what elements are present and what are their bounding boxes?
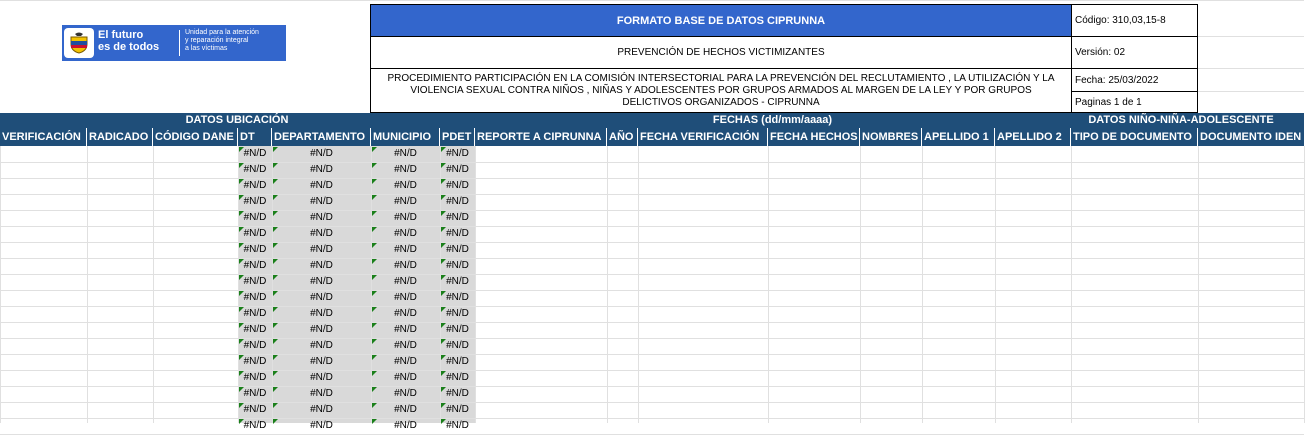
section-header-row	[0, 113, 1304, 128]
error-indicator-icon[interactable]	[372, 371, 377, 376]
cell-formula-error[interactable]: #N/D	[446, 420, 469, 431]
error-indicator-icon[interactable]	[372, 355, 377, 360]
cell-formula-error[interactable]: #N/D	[446, 260, 469, 271]
error-indicator-icon[interactable]	[441, 227, 446, 232]
error-indicator-icon[interactable]	[372, 323, 377, 328]
cell-formula-error[interactable]: #N/D	[394, 244, 417, 255]
error-indicator-icon[interactable]	[441, 243, 446, 248]
cell-formula-error[interactable]: #N/D	[243, 340, 267, 351]
cell-formula-error[interactable]: #N/D	[446, 292, 469, 303]
col-header-fecha-verificacion[interactable]: FECHA VERIFICACIÓN	[638, 128, 768, 146]
error-indicator-icon[interactable]	[239, 371, 244, 376]
cell-formula-error[interactable]: #N/D	[394, 228, 417, 239]
error-indicator-icon[interactable]	[372, 147, 377, 152]
gridline	[768, 146, 769, 423]
gridline	[0, 322, 1304, 323]
error-indicator-icon[interactable]	[273, 323, 278, 328]
col-header-codigo-dane[interactable]: CÓDIGO DANE	[153, 128, 238, 146]
error-indicator-icon[interactable]	[372, 419, 377, 424]
cell-formula-error[interactable]: #N/D	[310, 340, 333, 351]
cell-formula-error[interactable]: #N/D	[243, 324, 267, 335]
cell-formula-error[interactable]: #N/D	[394, 180, 417, 191]
cell-formula-error[interactable]: #N/D	[310, 196, 333, 207]
cell-formula-error[interactable]: #N/D	[310, 324, 333, 335]
gridline	[607, 146, 608, 423]
cell-formula-error[interactable]: #N/D	[310, 260, 333, 271]
cell-formula-error[interactable]: #N/D	[310, 356, 333, 367]
cell-formula-error[interactable]: #N/D	[446, 212, 469, 223]
cell-formula-error[interactable]: #N/D	[310, 212, 333, 223]
cell-formula-error[interactable]: #N/D	[446, 340, 469, 351]
column-header-row	[0, 128, 1304, 146]
gridline	[0, 194, 1304, 195]
cell-formula-error[interactable]: #N/D	[394, 324, 417, 335]
error-indicator-icon[interactable]	[239, 243, 244, 248]
error-indicator-icon[interactable]	[273, 339, 278, 344]
gridline	[0, 162, 1304, 163]
version-cell[interactable]: Versión: 02	[1071, 36, 1198, 69]
cell-formula-error[interactable]: #N/D	[394, 148, 417, 159]
error-indicator-icon[interactable]	[239, 307, 244, 312]
logo-sub-line1: Unidad para la atención	[185, 29, 259, 36]
cell-formula-error[interactable]: #N/D	[446, 372, 469, 383]
col-header-apellido-1[interactable]: APELLIDO 1	[922, 128, 995, 146]
cell-formula-error[interactable]: #N/D	[446, 228, 469, 239]
error-indicator-icon[interactable]	[273, 275, 278, 280]
error-indicator-icon[interactable]	[372, 307, 377, 312]
error-indicator-icon[interactable]	[239, 355, 244, 360]
error-indicator-icon[interactable]	[239, 387, 244, 392]
error-indicator-icon[interactable]	[273, 371, 278, 376]
col-header-reporte-ciprunna[interactable]: REPORTE A CIPRUNNA	[475, 128, 607, 146]
error-indicator-icon[interactable]	[273, 211, 278, 216]
gridline	[1071, 146, 1072, 423]
error-indicator-icon[interactable]	[441, 195, 446, 200]
colombia-coat-of-arms-icon	[64, 28, 94, 58]
error-indicator-icon[interactable]	[239, 163, 244, 168]
error-indicator-icon[interactable]	[441, 211, 446, 216]
error-indicator-icon[interactable]	[239, 195, 244, 200]
error-indicator-icon[interactable]	[372, 163, 377, 168]
logo-sub-text	[185, 29, 285, 53]
logo-sub-line3: a las víctimas	[185, 45, 228, 52]
error-indicator-icon[interactable]	[273, 387, 278, 392]
error-indicator-icon[interactable]	[273, 147, 278, 152]
error-indicator-icon[interactable]	[239, 339, 244, 344]
gridline	[860, 146, 861, 423]
gridline	[0, 210, 1304, 211]
cell-formula-error[interactable]: #N/D	[310, 404, 333, 415]
col-header-fecha-hechos[interactable]: FECHA HECHOS	[768, 128, 860, 146]
error-indicator-icon[interactable]	[239, 403, 244, 408]
error-indicator-icon[interactable]	[372, 179, 377, 184]
gridline	[0, 226, 1304, 227]
col-header-pdet[interactable]: PDET	[440, 128, 475, 146]
unidad-victimas-logo	[62, 25, 286, 61]
col-header-apellido-2[interactable]: APELLIDO 2	[995, 128, 1071, 146]
gridline	[0, 290, 1304, 291]
fecha-cell[interactable]: Fecha: 25/03/2022	[1071, 68, 1198, 92]
error-indicator-icon[interactable]	[372, 227, 377, 232]
col-header-ano[interactable]: AÑO	[607, 128, 638, 146]
error-indicator-icon[interactable]	[372, 259, 377, 264]
gridline	[0, 338, 1304, 339]
cell-formula-error[interactable]: #N/D	[243, 260, 267, 271]
cell-formula-error[interactable]: #N/D	[394, 164, 417, 175]
col-header-verificacion[interactable]: VERIFICACIÓN	[0, 128, 87, 146]
paginas-cell[interactable]: Paginas 1 de 1	[1071, 91, 1198, 113]
form-subtitle[interactable]: PREVENCIÓN DE HECHOS VICTIMIZANTES	[370, 36, 1072, 69]
cell-formula-error[interactable]: #N/D	[310, 244, 333, 255]
error-indicator-icon[interactable]	[239, 147, 244, 152]
section-datos-nna[interactable]: DATOS NIÑO-NIÑA-ADOLESCENTE	[1088, 114, 1274, 126]
cell-formula-error[interactable]: #N/D	[310, 164, 333, 175]
gridline	[1198, 68, 1304, 69]
section-fechas[interactable]: FECHAS (dd/mm/aaaa)	[712, 114, 833, 126]
gridline	[995, 146, 996, 423]
col-header-nombres[interactable]: NOMBRES	[860, 128, 922, 146]
error-indicator-icon[interactable]	[441, 179, 446, 184]
error-indicator-icon[interactable]	[372, 211, 377, 216]
error-indicator-icon[interactable]	[441, 275, 446, 280]
cell-formula-error[interactable]: #N/D	[446, 388, 469, 399]
error-indicator-icon[interactable]	[441, 147, 446, 152]
error-indicator-icon[interactable]	[273, 195, 278, 200]
error-indicator-icon[interactable]	[239, 291, 244, 296]
error-indicator-icon[interactable]	[441, 323, 446, 328]
gridline	[638, 146, 639, 423]
cell-formula-error[interactable]: #N/D	[243, 356, 267, 367]
cell-formula-error[interactable]: #N/D	[394, 372, 417, 383]
cell-formula-error[interactable]: #N/D	[310, 292, 333, 303]
gridline	[0, 418, 1304, 419]
cell-formula-error[interactable]: #N/D	[243, 196, 267, 207]
error-indicator-icon[interactable]	[372, 339, 377, 344]
error-indicator-icon[interactable]	[239, 419, 244, 424]
error-indicator-icon[interactable]	[239, 259, 244, 264]
cell-formula-error[interactable]: #N/D	[243, 148, 267, 159]
error-indicator-icon[interactable]	[441, 419, 446, 424]
error-indicator-icon[interactable]	[273, 291, 278, 296]
section-datos-ubicacion[interactable]: DATOS UBICACIÓN	[185, 114, 289, 126]
gridline	[0, 146, 1, 423]
gridline	[1198, 36, 1304, 37]
error-indicator-icon[interactable]	[441, 307, 446, 312]
cell-formula-error[interactable]: #N/D	[243, 404, 267, 415]
cell-formula-error[interactable]: #N/D	[446, 164, 469, 175]
gridline	[0, 178, 1304, 179]
cell-formula-error[interactable]: #N/D	[243, 308, 267, 319]
error-indicator-icon[interactable]	[441, 387, 446, 392]
cell-formula-error[interactable]: #N/D	[243, 228, 267, 239]
gridline	[0, 386, 1304, 387]
logo-main-text	[98, 29, 170, 53]
col-header-radicado[interactable]: RADICADO	[87, 128, 153, 146]
error-indicator-icon[interactable]	[273, 227, 278, 232]
cell-formula-error[interactable]: #N/D	[310, 388, 333, 399]
gridline	[1198, 146, 1199, 423]
cell-formula-error[interactable]: #N/D	[446, 196, 469, 207]
cell-formula-error[interactable]: #N/D	[446, 324, 469, 335]
error-indicator-icon[interactable]	[273, 355, 278, 360]
error-indicator-icon[interactable]	[273, 259, 278, 264]
gridline	[0, 274, 1304, 275]
cell-formula-error[interactable]: #N/D	[310, 180, 333, 191]
error-indicator-icon[interactable]	[273, 163, 278, 168]
gridline	[922, 146, 923, 423]
cell-formula-error[interactable]: #N/D	[243, 164, 267, 175]
cell-formula-error[interactable]: #N/D	[394, 404, 417, 415]
cell-formula-error[interactable]: #N/D	[446, 404, 469, 415]
gridline	[153, 146, 154, 423]
logo-main-line1: El futuro	[98, 29, 144, 41]
logo-sub-line2: y reparación integral	[185, 37, 249, 44]
cell-formula-error[interactable]: #N/D	[243, 292, 267, 303]
cell-formula-error[interactable]: #N/D	[394, 260, 417, 271]
gridline	[0, 0, 1304, 1]
gridline	[0, 354, 1304, 355]
cell-formula-error[interactable]: #N/D	[243, 420, 267, 431]
logo-main-line2: es de todos	[98, 41, 160, 53]
procedure-description[interactable]: PROCEDIMIENTO PARTICIPACIÓN EN LA COMISIÓN INTERSECTORIAL PARA LA PREVENCIÓN DEL RECLUTAMIENTO , LA UTILIZACIÓN Y LA VIOLENCIA SEXUAL CONTRA NIÑOS , NIÑAS Y ADOLESCENTES POR GRUPOS ARMADOS AL MARGEN DE LA LEY Y POR GRUPOS DELICTIVOS ORGANIZADOS - CIPRUNNA	[370, 68, 1072, 113]
gridline	[0, 242, 1304, 243]
cell-formula-error[interactable]: #N/D	[310, 420, 333, 431]
gridline	[0, 258, 1304, 259]
error-indicator-icon[interactable]	[239, 275, 244, 280]
cell-formula-error[interactable]: #N/D	[310, 308, 333, 319]
cell-formula-error[interactable]: #N/D	[394, 356, 417, 367]
cell-formula-error[interactable]: #N/D	[446, 308, 469, 319]
error-indicator-icon[interactable]	[273, 243, 278, 248]
cell-formula-error[interactable]: #N/D	[310, 372, 333, 383]
cell-formula-error[interactable]: #N/D	[243, 372, 267, 383]
col-header-departamento[interactable]: DEPARTAMENTO	[272, 128, 371, 146]
gridline	[475, 146, 476, 423]
error-indicator-icon[interactable]	[441, 403, 446, 408]
cell-formula-error[interactable]: #N/D	[310, 228, 333, 239]
error-indicator-icon[interactable]	[239, 179, 244, 184]
cell-formula-error[interactable]: #N/D	[310, 148, 333, 159]
error-indicator-icon[interactable]	[441, 371, 446, 376]
gridline	[87, 146, 88, 423]
cell-formula-error[interactable]: #N/D	[446, 276, 469, 287]
cell-formula-error[interactable]: #N/D	[446, 180, 469, 191]
cell-formula-error[interactable]: #N/D	[394, 292, 417, 303]
cell-formula-error[interactable]: #N/D	[394, 420, 417, 431]
error-indicator-icon[interactable]	[441, 291, 446, 296]
error-indicator-icon[interactable]	[273, 307, 278, 312]
gridline	[0, 370, 1304, 371]
cell-formula-error[interactable]: #N/D	[243, 244, 267, 255]
error-indicator-icon[interactable]	[372, 195, 377, 200]
cell-formula-error[interactable]: #N/D	[394, 276, 417, 287]
error-indicator-icon[interactable]	[239, 227, 244, 232]
gridline	[0, 402, 1304, 403]
col-header-dt[interactable]: DT	[238, 128, 272, 146]
cell-formula-error[interactable]: #N/D	[310, 276, 333, 287]
data-grid	[0, 146, 1304, 431]
error-indicator-icon[interactable]	[273, 179, 278, 184]
error-indicator-icon[interactable]	[441, 355, 446, 360]
logo-divider	[179, 30, 180, 56]
gridline	[1198, 91, 1304, 92]
col-header-documento-iden[interactable]: DOCUMENTO IDEN	[1200, 131, 1302, 143]
col-header-tipo-documento[interactable]: TIPO DE DOCUMENTO	[1071, 128, 1198, 146]
cell-formula-error[interactable]: #N/D	[394, 212, 417, 223]
cell-formula-error[interactable]: #N/D	[446, 356, 469, 367]
error-indicator-icon[interactable]	[441, 163, 446, 168]
gridline	[0, 306, 1304, 307]
error-indicator-icon[interactable]	[372, 243, 377, 248]
error-indicator-icon[interactable]	[441, 259, 446, 264]
error-indicator-icon[interactable]	[239, 211, 244, 216]
cell-formula-error[interactable]: #N/D	[446, 148, 469, 159]
error-indicator-icon[interactable]	[372, 275, 377, 280]
cell-formula-error[interactable]: #N/D	[446, 244, 469, 255]
error-indicator-icon[interactable]	[372, 403, 377, 408]
cell-formula-error[interactable]: #N/D	[394, 196, 417, 207]
error-indicator-icon[interactable]	[441, 339, 446, 344]
cell-formula-error[interactable]: #N/D	[394, 388, 417, 399]
error-indicator-icon[interactable]	[372, 291, 377, 296]
form-title[interactable]: FORMATO BASE DE DATOS CIPRUNNA	[370, 4, 1072, 37]
col-header-municipio[interactable]: MUNICIPIO	[371, 128, 440, 146]
error-indicator-icon[interactable]	[239, 323, 244, 328]
cell-formula-error[interactable]: #N/D	[243, 276, 267, 287]
error-indicator-icon[interactable]	[273, 419, 278, 424]
cell-formula-error[interactable]: #N/D	[394, 308, 417, 319]
cell-formula-error[interactable]: #N/D	[243, 388, 267, 399]
cell-formula-error[interactable]: #N/D	[243, 180, 267, 191]
error-indicator-icon[interactable]	[372, 387, 377, 392]
codigo-cell[interactable]: Código: 310,03,15-8	[1071, 4, 1198, 37]
cell-formula-error[interactable]: #N/D	[394, 340, 417, 351]
cell-formula-error[interactable]: #N/D	[243, 212, 267, 223]
error-indicator-icon[interactable]	[273, 403, 278, 408]
